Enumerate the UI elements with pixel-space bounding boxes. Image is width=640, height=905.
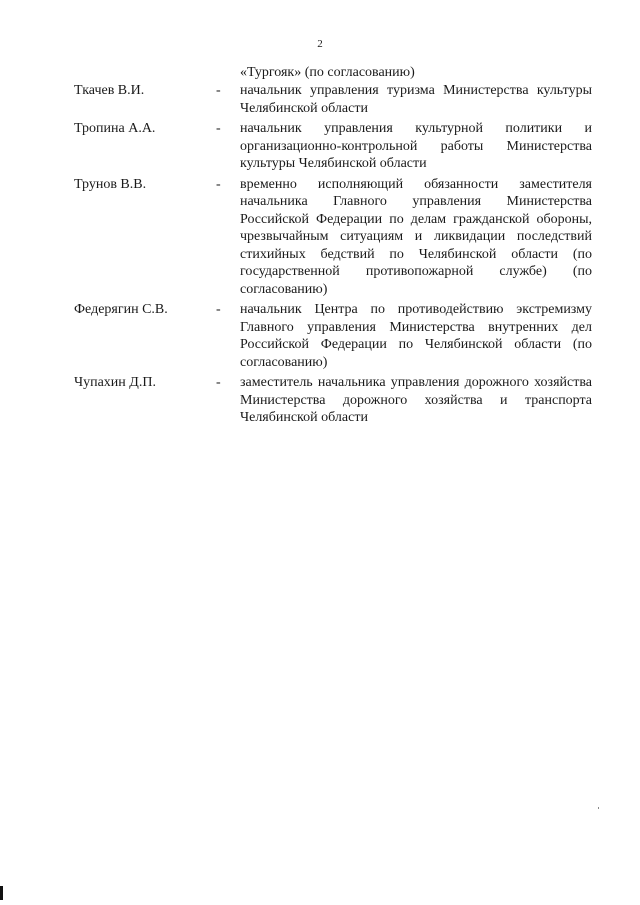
scan-edge-mark (0, 886, 3, 900)
roster-entry (0, 120, 640, 173)
roster-list (0, 82, 640, 430)
entry-role: заместитель начальника управления дорожного хозяйства Министерства дорожного хозяйства и транспорта Челябинской области (240, 375, 592, 425)
entry-dash: - (216, 302, 221, 317)
entry-dash: - (216, 121, 221, 136)
entry-dash: - (216, 176, 221, 192)
entry-role: временно исполняющий обязанности заместителя начальника Главного управления Министерства Российской Федерации по делам гражданской обороны, чрезвычайным ситуациям и ликвидации последствий стихийных бедствий по Челябинской области (по государственной противопожарной службе) (по согласованию) (240, 176, 592, 297)
entry-dash: - (216, 375, 221, 390)
entry-role: начальник управления туризма Министерства культуры Челябинской области (240, 83, 592, 116)
roster-entry (0, 176, 640, 299)
entry-name: Трунов В.В. (74, 176, 147, 192)
roster-entry (0, 374, 640, 427)
entry-role: начальник Центра по противодействию экстремизму Главного управления Министерства внутренних дел Российской Федерации по Челябинской области (по согласованию) (240, 302, 592, 370)
scan-artifact-dot (598, 807, 599, 809)
entry-name: Ткачев В.И. (74, 83, 145, 98)
entry-name: Чупахин Д.П. (74, 375, 156, 390)
roster-entry (0, 301, 640, 371)
entry-name: Федерягин С.В. (74, 302, 168, 317)
continuation-text: «Тургояк» (по согласованию) (240, 65, 415, 80)
entry-name: Тропина А.А. (74, 121, 156, 136)
roster-entry (0, 82, 640, 117)
entry-dash: - (216, 83, 221, 98)
entry-role: начальник управления культурной политики и организационно-контрольной работы Министерства культуры Челябинской области (240, 121, 592, 171)
page-number: 2 (317, 38, 323, 50)
